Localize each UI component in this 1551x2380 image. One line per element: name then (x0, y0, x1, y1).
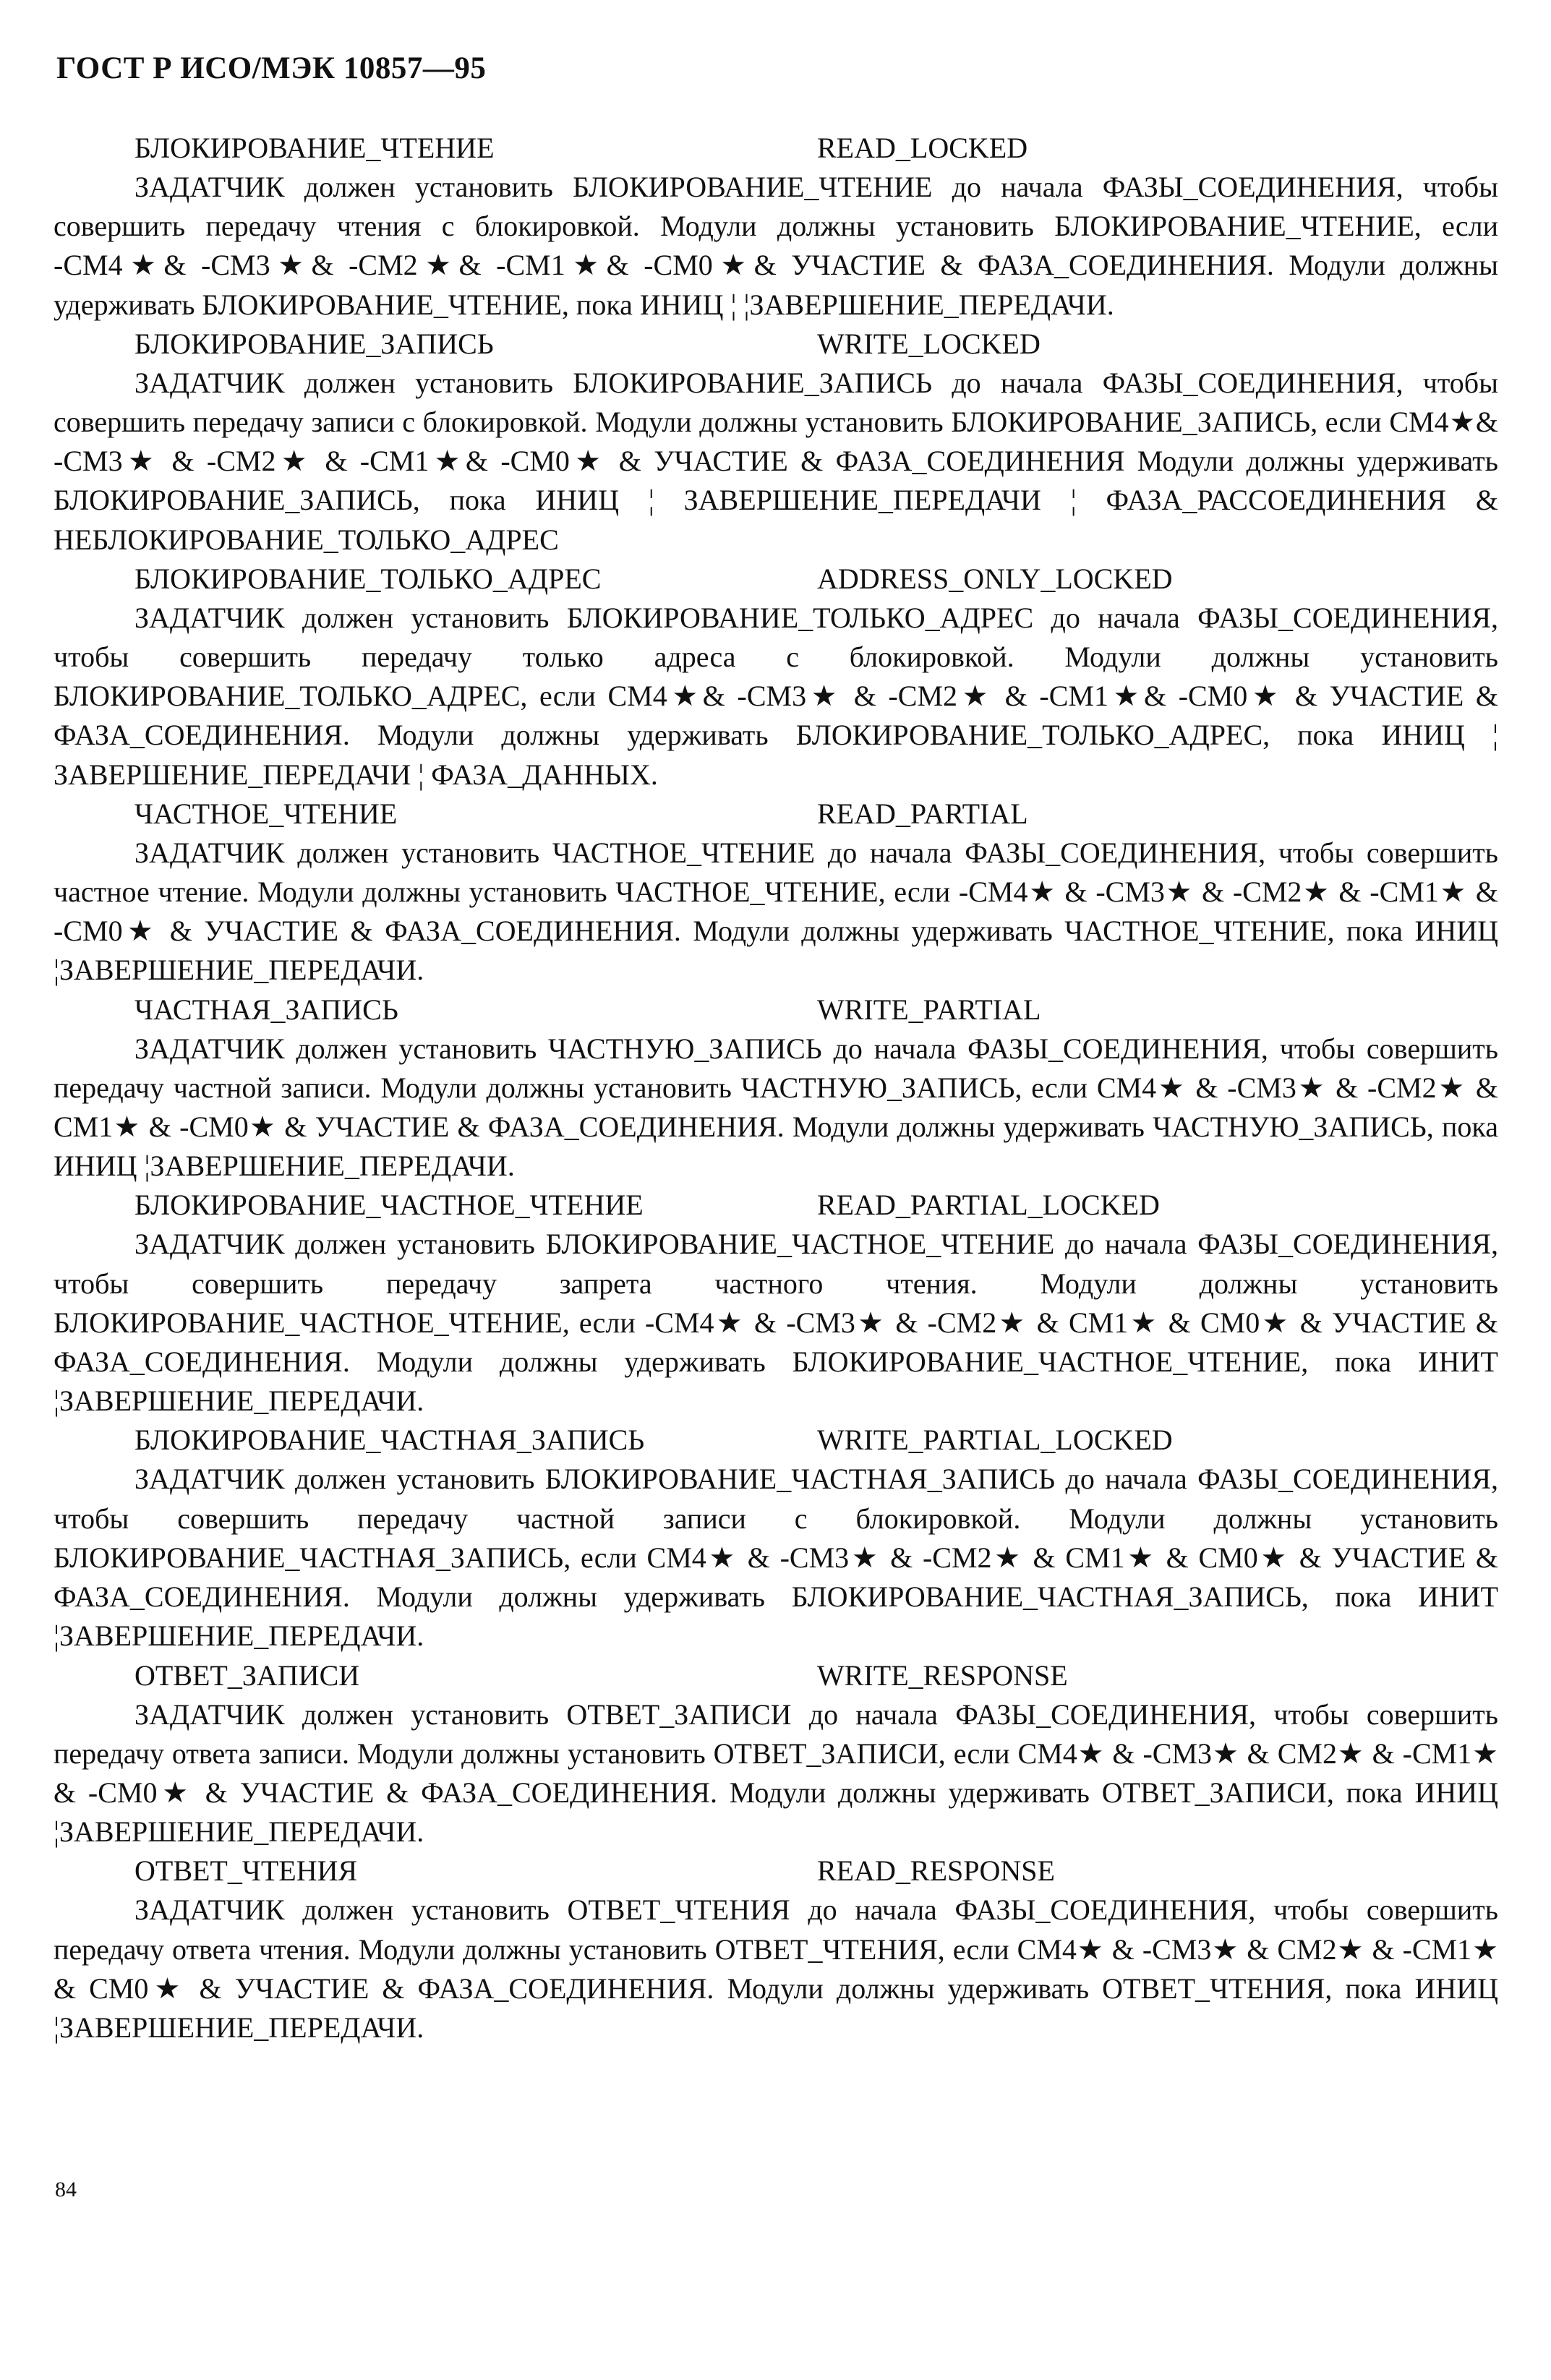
entry-text: ЗАДАТЧИК должен установить БЛОКИРОВАНИЕ_ЧАСТНОЕ_ЧТЕНИЕ до начала ФАЗЫ_СОЕДИНЕНИЯ, чтобы совершить передачу запрета частного чтения. Модули должны установить БЛОКИРОВАНИЕ_ЧАСТНОЕ_ЧТЕНИЕ, если -СМ4★ & -СМ3★ & -СМ2★ & СМ1★ & СМ0★ & УЧАСТИЕ & ФАЗА_СОЕДИНЕНИЯ. Модули должны удерживать БЛОКИРОВАНИЕ_ЧАСТНОЕ_ЧТЕНИЕ, пока ИНИТ ¦ЗАВЕРШЕНИЕ_ПЕРЕДАЧИ. (54, 1228, 1498, 1418)
term-english: READ_PARTIAL (817, 797, 1028, 830)
term-russian: ЧАСТНОЕ_ЧТЕНИЕ (134, 797, 398, 830)
entry-heading (54, 325, 1498, 364)
entry-heading (54, 795, 1498, 834)
entry-heading (54, 1656, 1498, 1695)
entry-heading (54, 1852, 1498, 1891)
term-russian: БЛОКИРОВАНИЕ_ЧАСТНАЯ_ЗАПИСЬ (134, 1424, 645, 1457)
definition-entry (54, 325, 1498, 560)
definition-entry (54, 1186, 1498, 1421)
term-english: ADDRESS_ONLY_LOCKED (817, 562, 1173, 595)
entry-text: ЗАДАТЧИК должен установить ЧАСТНУЮ_ЗАПИСЬ до начала ФАЗЫ_СОЕДИНЕНИЯ, чтобы совершить передачу частной записи. Модули должны установить ЧАСТНУЮ_ЗАПИСЬ, если СМ4★ & -СМ3★ & -СМ2★ & СМ1★ & -СМ0★ & УЧАСТИЕ & ФАЗА_СОЕДИНЕНИЯ. Модули должны удерживать ЧАСТНУЮ_ЗАПИСЬ, пока ИНИЦ ¦ЗАВЕРШЕНИЕ_ПЕРЕДАЧИ. (54, 1032, 1498, 1183)
entry-text: ЗАДАТЧИК должен установить БЛОКИРОВАНИЕ_ЗАПИСЬ до начала ФАЗЫ_СОЕДИНЕНИЯ, чтобы совершить передачу записи с блокировкой. Модули должны установить БЛОКИРОВАНИЕ_ЗАПИСЬ, если СМ4★& -СМ3★ & -СМ2★ & -СМ1★& -СМ0★ & УЧАСТИЕ & ФАЗА_СОЕДИНЕНИЯ Модули должны удерживать БЛОКИРОВАНИЕ_ЗАПИСЬ, пока ИНИЦ ¦ ЗАВЕРШЕНИЕ_ПЕРЕДАЧИ ¦ ФАЗА_РАССОЕДИНЕНИЯ & НЕБЛОКИРОВАНИЕ_ТОЛЬКО_АДРЕС (54, 366, 1498, 556)
entry-heading (54, 990, 1498, 1030)
entry-heading (54, 1421, 1498, 1460)
entry-text: ЗАДАТЧИК должен установить БЛОКИРОВАНИЕ_ЧТЕНИЕ до начала ФАЗЫ_СОЕДИНЕНИЯ, чтобы совершить передачу чтения с блокировкой. Модули должны установить БЛОКИРОВАНИЕ_ЧТЕНИЕ, если -СМ4★& -СМ3★& -СМ2★& -СМ1★& -СМ0★& УЧАСТИЕ & ФАЗА_СОЕДИНЕНИЯ. Модули должны удерживать БЛОКИРОВАНИЕ_ЧТЕНИЕ, пока ИНИЦ ¦ ¦ЗАВЕРШЕНИЕ_ПЕРЕДАЧИ. (54, 171, 1498, 321)
definition-entry (54, 795, 1498, 990)
definition-entry (54, 129, 1498, 325)
entry-heading (54, 1186, 1498, 1225)
entry-text: ЗАДАТЧИК должен установить ОТВЕТ_ЧТЕНИЯ до начала ФАЗЫ_СОЕДИНЕНИЯ, чтобы совершить передачу ответа чтения. Модули должны установить ОТВЕТ_ЧТЕНИЯ, если СМ4★ & -СМ3★ & СМ2★ & -СМ1★ & СМ0★ & УЧАСТИЕ & ФАЗА_СОЕДИНЕНИЯ. Модули должны удерживать ОТВЕТ_ЧТЕНИЯ, пока ИНИЦ ¦ЗАВЕРШЕНИЕ_ПЕРЕДАЧИ. (54, 1893, 1498, 2044)
entry-text: ЗАДАТЧИК должен установить БЛОКИРОВАНИЕ_ЧАСТНАЯ_ЗАПИСЬ до начала ФАЗЫ_СОЕДИНЕНИЯ, чтобы совершить передачу частной записи с блокировкой. Модули должны установить БЛОКИРОВАНИЕ_ЧАСТНАЯ_ЗАПИСЬ, если СМ4★ & -СМ3★ & -СМ2★ & СМ1★ & СМ0★ & УЧАСТИЕ & ФАЗА_СОЕДИНЕНИЯ. Модули должны удерживать БЛОКИРОВАНИЕ_ЧАСТНАЯ_ЗАПИСЬ, пока ИНИТ ¦ЗАВЕРШЕНИЕ_ПЕРЕДАЧИ. (54, 1463, 1498, 1653)
entry-heading (54, 560, 1498, 599)
entry-text: ЗАДАТЧИК должен установить ЧАСТНОЕ_ЧТЕНИЕ до начала ФАЗЫ_СОЕДИНЕНИЯ, чтобы совершить частное чтение. Модули должны установить ЧАСТНОЕ_ЧТЕНИЕ, если -СМ4★ & -СМ3★ & -СМ2★ & -СМ1★ & -СМ0★ & УЧАСТИЕ & ФАЗА_СОЕДИНЕНИЯ. Модули должны удерживать ЧАСТНОЕ_ЧТЕНИЕ, пока ИНИЦ ¦ЗАВЕРШЕНИЕ_ПЕРЕДАЧИ. (54, 836, 1498, 987)
definition-entry (54, 1852, 1498, 2047)
document-header: ГОСТ Р ИСО/МЭК 10857—95 (56, 51, 487, 85)
term-russian: БЛОКИРОВАНИЕ_ЧАСТНОЕ_ЧТЕНИЕ (134, 1189, 644, 1222)
term-english: WRITE_RESPONSE (817, 1658, 1068, 1692)
term-english: READ_PARTIAL_LOCKED (817, 1189, 1160, 1222)
definition-entry (54, 1421, 1498, 1656)
definition-entry (54, 1656, 1498, 1852)
entry-text: ЗАДАТЧИК должен установить БЛОКИРОВАНИЕ_ТОЛЬКО_АДРЕС до начала ФАЗЫ_СОЕДИНЕНИЯ, чтобы совершить передачу только адреса с блокировкой. Модули должны установить БЛОКИРОВАНИЕ_ТОЛЬКО_АДРЕС, если СМ4★& -СМ3★ & -СМ2★ & -СМ1★& -СМ0★ & УЧАСТИЕ & ФАЗА_СОЕДИНЕНИЯ. Модули должны удерживать БЛОКИРОВАНИЕ_ТОЛЬКО_АДРЕС, пока ИНИЦ ¦ ЗАВЕРШЕНИЕ_ПЕРЕДАЧИ ¦ ФАЗА_ДАННЫХ. (54, 601, 1498, 791)
definition-entry (54, 560, 1498, 795)
entry-heading (54, 129, 1498, 168)
definition-entry (54, 990, 1498, 1186)
term-english: READ_LOCKED (817, 132, 1028, 164)
term-english: WRITE_PARTIAL (817, 993, 1041, 1026)
term-russian: ОТВЕТ_ЧТЕНИЯ (134, 1854, 358, 1888)
definition-list (54, 129, 1498, 2047)
page-number: 84 (55, 2178, 77, 2201)
entry-text: ЗАДАТЧИК должен установить ОТВЕТ_ЗАПИСИ до начала ФАЗЫ_СОЕДИНЕНИЯ, чтобы совершить передачу ответа записи. Модули должны установить ОТВЕТ_ЗАПИСИ, если СМ4★ & -СМ3★ & СМ2★ & -СМ1★ & -СМ0★ & УЧАСТИЕ & ФАЗА_СОЕДИНЕНИЯ. Модули должны удерживать ОТВЕТ_ЗАПИСИ, пока ИНИЦ ¦ЗАВЕРШЕНИЕ_ПЕРЕДАЧИ. (54, 1698, 1498, 1849)
term-russian: ЧАСТНАЯ_ЗАПИСЬ (134, 993, 398, 1026)
term-english: WRITE_PARTIAL_LOCKED (817, 1424, 1173, 1457)
term-english: READ_RESPONSE (817, 1854, 1055, 1888)
term-russian: БЛОКИРОВАНИЕ_ЗАПИСЬ (134, 327, 494, 360)
term-russian: ОТВЕТ_ЗАПИСИ (134, 1658, 360, 1692)
term-russian: БЛОКИРОВАНИЕ_ЧТЕНИЕ (134, 132, 495, 164)
term-russian: БЛОКИРОВАНИЕ_ТОЛЬКО_АДРЕС (134, 562, 602, 595)
term-english: WRITE_LOCKED (817, 327, 1041, 360)
